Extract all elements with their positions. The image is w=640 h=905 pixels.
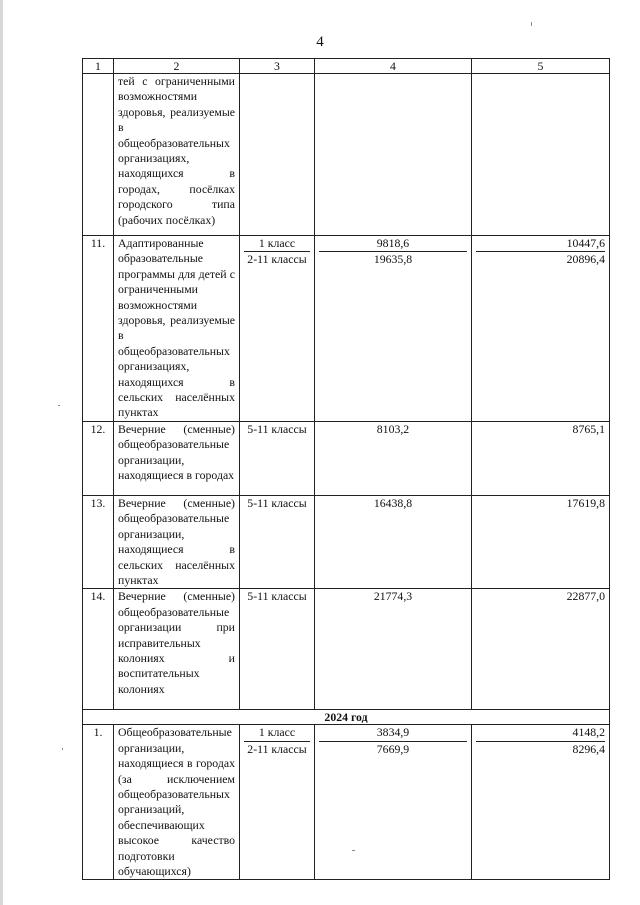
row-value-col4: 21774,3 — [315, 589, 472, 710]
row-grades — [240, 725, 315, 880]
table-row — [83, 236, 610, 422]
row-number: 14. — [83, 589, 114, 710]
grade-label: 2-11 классы — [247, 741, 307, 756]
value-cell: 3834,9 — [319, 725, 467, 741]
row-value-col5 — [472, 725, 610, 880]
row-grades — [240, 589, 315, 710]
table-row — [83, 725, 610, 880]
scan-edge — [0, 0, 3, 905]
header-col-2: 2 — [114, 59, 240, 74]
grade-label: 1 класс — [244, 725, 310, 741]
grade-label: 2-11 классы — [247, 252, 307, 267]
row-value-col5: 22877,0 — [472, 589, 610, 710]
value-cell: 4148,2 — [476, 725, 605, 741]
value-cell: 20896,4 — [566, 252, 605, 267]
row-value-col5: 8765,1 — [472, 421, 610, 495]
grade-label: 5-11 классы — [247, 495, 307, 510]
row-description: Вечерние (сменные) общеобразовательные организации, находящиеся в городах — [114, 421, 240, 495]
grade-label: 5-11 классы — [247, 421, 307, 436]
row-description: Вечерние (сменные) общеобразовательные организации при исправительных колониях и воспитательных колониях — [114, 589, 240, 710]
grade-label: 1 класс — [244, 236, 310, 252]
row-description: тей с ограниченными возможностями здоровья, реализуемые в общеобразовательных организациях, находящихся в городах, посёлках городского типа (рабочих посёлках) — [114, 74, 240, 236]
row-grades — [240, 421, 315, 495]
page-number: 4 — [316, 34, 324, 50]
row-number: 13. — [83, 495, 114, 588]
row-value-col4: 8103,2 — [315, 421, 472, 495]
table-row-continuation — [83, 74, 610, 236]
row-number: 1. — [83, 725, 114, 880]
row-value-col5: 17619,8 — [472, 495, 610, 588]
value-cell: 7669,9 — [376, 741, 410, 756]
row-grades — [240, 495, 315, 588]
cost-table — [82, 58, 610, 880]
value-cell: 19635,8 — [373, 252, 413, 267]
header-col-3: 3 — [240, 59, 315, 74]
row-grades — [240, 236, 315, 422]
header-col-4: 4 — [315, 59, 472, 74]
row-number: 11. — [83, 236, 114, 422]
scan-speck — [62, 748, 63, 750]
header-col-1: 1 — [83, 59, 114, 74]
table-row — [83, 589, 610, 710]
row-value-col5 — [472, 236, 610, 422]
value-cell: 9818,6 — [319, 236, 467, 252]
scan-speck — [58, 405, 60, 406]
row-value-col4 — [315, 725, 472, 880]
header-col-5: 5 — [472, 59, 610, 74]
value-cell: 8296,4 — [572, 741, 605, 756]
row-description: Вечерние (сменные) общеобразовательные организации, находящиеся в сельских населённых пунктах — [114, 495, 240, 588]
row-description: Адаптированные образовательные программы для детей с ограниченными возможностями здоровья, реализуемые в общеобразовательных организациях, находящихся в сельских населённых пунктах — [114, 236, 240, 422]
grade-label: 5-11 классы — [247, 589, 307, 604]
row-description: Общеобразовательные организации, находящиеся в городах (за исключением общеобразовательных организаций, обеспечивающих высокое качество подготовки обучающихся) — [114, 725, 240, 880]
table-header-row — [83, 59, 610, 74]
table-row — [83, 495, 610, 588]
scan-speck — [352, 850, 355, 851]
section-header-row — [83, 710, 610, 725]
row-number: 12. — [83, 421, 114, 495]
scan-speck — [531, 22, 532, 26]
value-cell: 10447,6 — [476, 236, 605, 252]
section-title: 2024 год — [83, 710, 610, 725]
row-value-col4: 16438,8 — [315, 495, 472, 588]
table-row — [83, 421, 610, 495]
row-value-col4 — [315, 236, 472, 422]
row-number — [83, 74, 114, 236]
